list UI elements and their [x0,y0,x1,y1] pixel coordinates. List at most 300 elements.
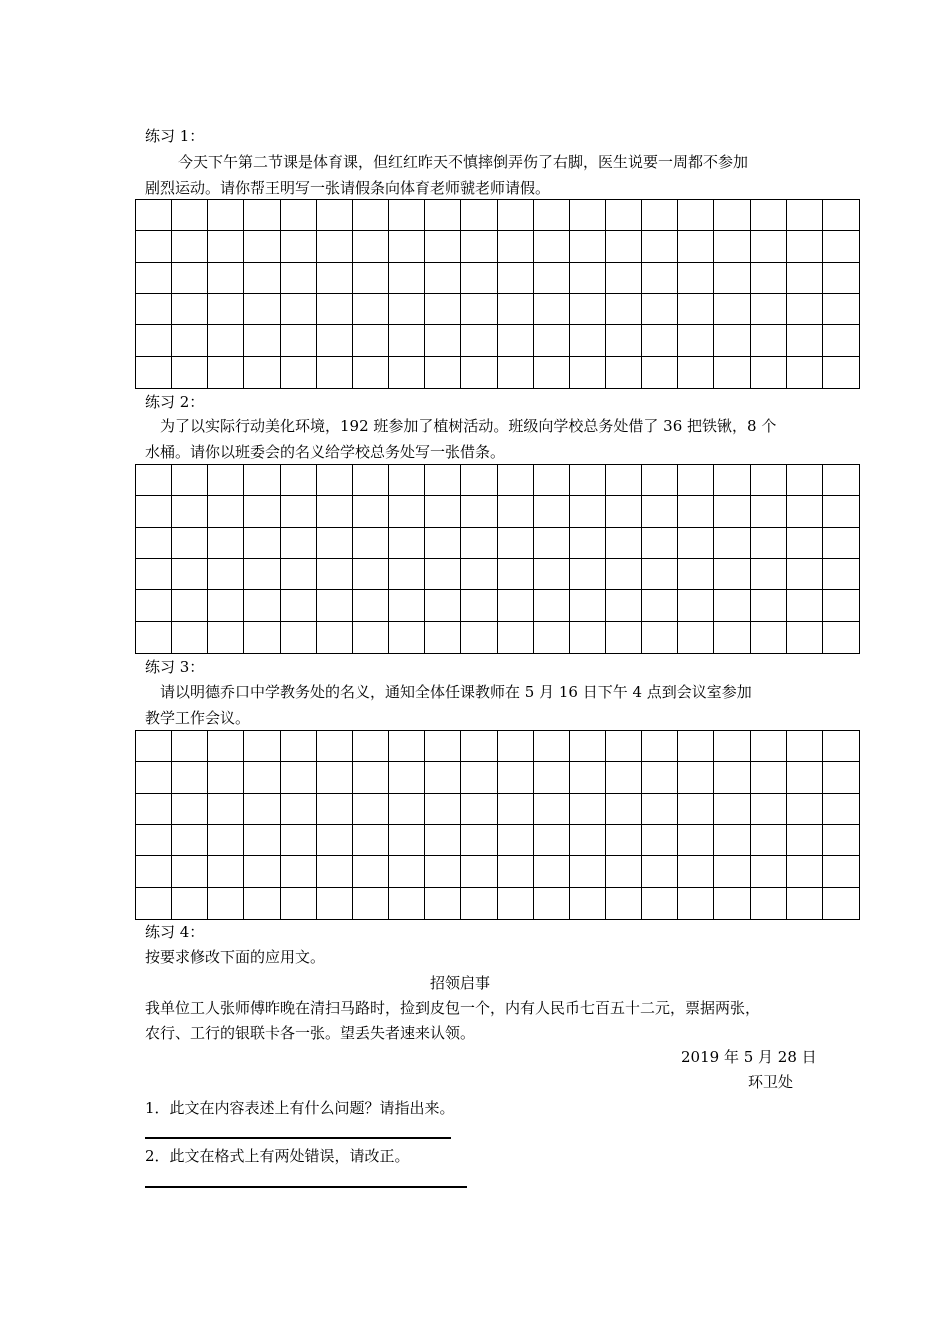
grid-cell[interactable] [244,231,280,262]
grid-cell[interactable] [461,794,497,825]
grid-cell[interactable] [389,559,425,590]
grid-cell[interactable] [714,294,750,325]
grid-cell[interactable] [787,528,823,559]
grid-cell[interactable] [787,357,823,388]
grid-cell[interactable] [570,794,606,825]
grid-cell[interactable] [823,325,859,356]
grid-cell[interactable] [751,794,787,825]
grid-cell[interactable] [678,200,714,231]
grid-cell[interactable] [534,200,570,231]
grid-cell[interactable] [172,762,208,793]
grid-cell[interactable] [642,200,678,231]
grid-cell[interactable] [787,856,823,887]
grid-cell[interactable] [244,325,280,356]
grid-cell[interactable] [389,263,425,294]
grid-cell[interactable] [172,357,208,388]
grid-cell[interactable] [425,496,461,527]
grid-cell[interactable] [244,263,280,294]
grid-cell[interactable] [281,622,317,653]
grid-cell[interactable] [353,825,389,856]
grid-cell[interactable] [353,794,389,825]
grid-cell[interactable] [425,888,461,919]
grid-cell[interactable] [606,325,642,356]
grid-cell[interactable] [208,231,244,262]
grid-cell[interactable] [425,559,461,590]
grid-cell[interactable] [244,762,280,793]
grid-cell[interactable] [678,559,714,590]
grid-cell[interactable] [317,731,353,762]
grid-cell[interactable] [714,794,750,825]
grid-cell[interactable] [353,762,389,793]
exercise-3-writing-grid[interactable] [135,730,860,920]
grid-cell[interactable] [751,731,787,762]
grid-cell[interactable] [823,590,859,621]
grid-cell[interactable] [751,856,787,887]
grid-cell[interactable] [353,325,389,356]
grid-cell[interactable] [136,294,172,325]
grid-cell[interactable] [606,762,642,793]
grid-cell[interactable] [136,825,172,856]
grid-cell[interactable] [317,465,353,496]
grid-cell[interactable] [281,856,317,887]
grid-cell[interactable] [461,825,497,856]
grid-cell[interactable] [389,731,425,762]
grid-cell[interactable] [570,731,606,762]
grid-cell[interactable] [642,856,678,887]
grid-cell[interactable] [317,496,353,527]
grid-cell[interactable] [498,263,534,294]
grid-cell[interactable] [606,825,642,856]
grid-cell[interactable] [244,888,280,919]
grid-cell[interactable] [714,731,750,762]
grid-cell[interactable] [172,528,208,559]
grid-cell[interactable] [606,231,642,262]
grid-cell[interactable] [534,325,570,356]
grid-cell[interactable] [353,200,389,231]
grid-cell[interactable] [353,528,389,559]
grid-cell[interactable] [751,294,787,325]
grid-cell[interactable] [823,622,859,653]
grid-cell[interactable] [136,496,172,527]
grid-cell[interactable] [317,294,353,325]
grid-cell[interactable] [570,622,606,653]
grid-cell[interactable] [823,528,859,559]
grid-cell[interactable] [678,888,714,919]
grid-cell[interactable] [281,559,317,590]
grid-cell[interactable] [678,731,714,762]
grid-cell[interactable] [570,590,606,621]
grid-cell[interactable] [172,325,208,356]
grid-cell[interactable] [642,496,678,527]
grid-cell[interactable] [714,357,750,388]
grid-cell[interactable] [642,294,678,325]
grid-cell[interactable] [208,731,244,762]
grid-cell[interactable] [823,762,859,793]
grid-cell[interactable] [281,263,317,294]
grid-cell[interactable] [281,528,317,559]
grid-cell[interactable] [606,888,642,919]
grid-cell[interactable] [570,888,606,919]
grid-cell[interactable] [498,200,534,231]
exercise-2-writing-grid[interactable] [135,464,860,654]
grid-cell[interactable] [714,622,750,653]
grid-cell[interactable] [678,294,714,325]
grid-cell[interactable] [642,590,678,621]
grid-cell[interactable] [642,622,678,653]
grid-cell[interactable] [534,888,570,919]
grid-cell[interactable] [498,590,534,621]
grid-cell[interactable] [787,325,823,356]
grid-cell[interactable] [534,231,570,262]
grid-cell[interactable] [425,856,461,887]
grid-cell[interactable] [570,465,606,496]
grid-cell[interactable] [606,200,642,231]
grid-cell[interactable] [751,496,787,527]
grid-cell[interactable] [787,888,823,919]
grid-cell[interactable] [823,731,859,762]
grid-cell[interactable] [678,762,714,793]
grid-cell[interactable] [678,590,714,621]
grid-cell[interactable] [136,590,172,621]
grid-cell[interactable] [208,496,244,527]
grid-cell[interactable] [642,465,678,496]
grid-cell[interactable] [642,559,678,590]
grid-cell[interactable] [714,263,750,294]
answer-line-1[interactable] [145,1137,451,1139]
grid-cell[interactable] [751,888,787,919]
grid-cell[interactable] [208,325,244,356]
grid-cell[interactable] [425,528,461,559]
grid-cell[interactable] [714,762,750,793]
grid-cell[interactable] [714,325,750,356]
grid-cell[interactable] [823,825,859,856]
grid-cell[interactable] [317,559,353,590]
grid-cell[interactable] [787,231,823,262]
grid-cell[interactable] [678,528,714,559]
grid-cell[interactable] [570,496,606,527]
grid-cell[interactable] [642,762,678,793]
grid-cell[interactable] [244,465,280,496]
grid-cell[interactable] [570,856,606,887]
grid-cell[interactable] [498,528,534,559]
grid-cell[interactable] [389,528,425,559]
grid-cell[interactable] [642,263,678,294]
grid-cell[interactable] [570,528,606,559]
grid-cell[interactable] [208,825,244,856]
grid-cell[interactable] [172,856,208,887]
grid-cell[interactable] [823,559,859,590]
answer-line-2[interactable] [145,1186,467,1188]
grid-cell[interactable] [606,528,642,559]
grid-cell[interactable] [244,794,280,825]
grid-cell[interactable] [678,794,714,825]
grid-cell[interactable] [461,856,497,887]
grid-cell[interactable] [281,794,317,825]
grid-cell[interactable] [244,200,280,231]
grid-cell[interactable] [425,325,461,356]
grid-cell[interactable] [244,856,280,887]
grid-cell[interactable] [606,357,642,388]
grid-cell[interactable] [461,496,497,527]
grid-cell[interactable] [570,263,606,294]
grid-cell[interactable] [606,590,642,621]
grid-cell[interactable] [714,888,750,919]
grid-cell[interactable] [714,496,750,527]
grid-cell[interactable] [208,559,244,590]
grid-cell[interactable] [678,325,714,356]
grid-cell[interactable] [714,590,750,621]
grid-cell[interactable] [642,825,678,856]
grid-cell[interactable] [389,496,425,527]
grid-cell[interactable] [281,731,317,762]
grid-cell[interactable] [823,263,859,294]
grid-cell[interactable] [136,357,172,388]
grid-cell[interactable] [136,465,172,496]
grid-cell[interactable] [461,231,497,262]
grid-cell[interactable] [208,357,244,388]
grid-cell[interactable] [425,200,461,231]
grid-cell[interactable] [244,731,280,762]
grid-cell[interactable] [823,496,859,527]
grid-cell[interactable] [244,528,280,559]
grid-cell[interactable] [244,357,280,388]
grid-cell[interactable] [389,294,425,325]
grid-cell[interactable] [461,559,497,590]
grid-cell[interactable] [498,465,534,496]
grid-cell[interactable] [461,622,497,653]
grid-cell[interactable] [678,825,714,856]
grid-cell[interactable] [208,465,244,496]
grid-cell[interactable] [317,528,353,559]
grid-cell[interactable] [751,263,787,294]
grid-cell[interactable] [787,496,823,527]
grid-cell[interactable] [244,590,280,621]
grid-cell[interactable] [787,762,823,793]
grid-cell[interactable] [172,294,208,325]
grid-cell[interactable] [353,465,389,496]
grid-cell[interactable] [461,731,497,762]
grid-cell[interactable] [461,465,497,496]
grid-cell[interactable] [353,622,389,653]
grid-cell[interactable] [208,856,244,887]
grid-cell[interactable] [281,825,317,856]
grid-cell[interactable] [461,263,497,294]
grid-cell[interactable] [281,231,317,262]
grid-cell[interactable] [136,231,172,262]
grid-cell[interactable] [389,794,425,825]
grid-cell[interactable] [353,731,389,762]
grid-cell[interactable] [136,731,172,762]
grid-cell[interactable] [208,622,244,653]
grid-cell[interactable] [172,559,208,590]
grid-cell[interactable] [678,622,714,653]
grid-cell[interactable] [823,200,859,231]
grid-cell[interactable] [787,263,823,294]
grid-cell[interactable] [498,731,534,762]
grid-cell[interactable] [678,856,714,887]
grid-cell[interactable] [353,856,389,887]
grid-cell[interactable] [570,231,606,262]
grid-cell[interactable] [425,794,461,825]
grid-cell[interactable] [317,888,353,919]
grid-cell[interactable] [751,825,787,856]
grid-cell[interactable] [606,496,642,527]
grid-cell[interactable] [714,231,750,262]
grid-cell[interactable] [425,294,461,325]
grid-cell[interactable] [461,294,497,325]
grid-cell[interactable] [389,590,425,621]
grid-cell[interactable] [353,559,389,590]
grid-cell[interactable] [244,294,280,325]
grid-cell[interactable] [317,590,353,621]
grid-cell[interactable] [823,231,859,262]
grid-cell[interactable] [208,263,244,294]
grid-cell[interactable] [534,731,570,762]
grid-cell[interactable] [172,622,208,653]
grid-cell[interactable] [353,888,389,919]
grid-cell[interactable] [570,559,606,590]
grid-cell[interactable] [751,559,787,590]
grid-cell[interactable] [534,794,570,825]
grid-cell[interactable] [714,200,750,231]
grid-cell[interactable] [172,496,208,527]
grid-cell[interactable] [136,888,172,919]
grid-cell[interactable] [353,357,389,388]
grid-cell[interactable] [461,325,497,356]
grid-cell[interactable] [136,794,172,825]
grid-cell[interactable] [534,762,570,793]
grid-cell[interactable] [787,622,823,653]
grid-cell[interactable] [534,465,570,496]
grid-cell[interactable] [461,590,497,621]
grid-cell[interactable] [823,294,859,325]
grid-cell[interactable] [172,263,208,294]
grid-cell[interactable] [606,294,642,325]
grid-cell[interactable] [751,231,787,262]
grid-cell[interactable] [498,294,534,325]
grid-cell[interactable] [425,590,461,621]
grid-cell[interactable] [678,496,714,527]
grid-cell[interactable] [172,231,208,262]
grid-cell[interactable] [425,731,461,762]
grid-cell[interactable] [461,357,497,388]
grid-cell[interactable] [534,590,570,621]
grid-cell[interactable] [389,465,425,496]
grid-cell[interactable] [389,231,425,262]
grid-cell[interactable] [136,325,172,356]
grid-cell[interactable] [425,465,461,496]
grid-cell[interactable] [244,622,280,653]
grid-cell[interactable] [570,200,606,231]
grid-cell[interactable] [823,794,859,825]
grid-cell[interactable] [281,590,317,621]
grid-cell[interactable] [642,794,678,825]
grid-cell[interactable] [461,888,497,919]
grid-cell[interactable] [498,825,534,856]
grid-cell[interactable] [317,200,353,231]
grid-cell[interactable] [570,357,606,388]
grid-cell[interactable] [570,825,606,856]
grid-cell[interactable] [281,762,317,793]
grid-cell[interactable] [751,200,787,231]
grid-cell[interactable] [642,731,678,762]
grid-cell[interactable] [353,231,389,262]
grid-cell[interactable] [714,559,750,590]
grid-cell[interactable] [498,559,534,590]
grid-cell[interactable] [642,357,678,388]
grid-cell[interactable] [389,762,425,793]
grid-cell[interactable] [208,294,244,325]
grid-cell[interactable] [534,528,570,559]
grid-cell[interactable] [534,856,570,887]
grid-cell[interactable] [606,856,642,887]
grid-cell[interactable] [172,888,208,919]
grid-cell[interactable] [389,888,425,919]
grid-cell[interactable] [353,496,389,527]
grid-cell[interactable] [534,294,570,325]
grid-cell[interactable] [244,825,280,856]
grid-cell[interactable] [570,294,606,325]
grid-cell[interactable] [787,590,823,621]
grid-cell[interactable] [606,731,642,762]
grid-cell[interactable] [281,294,317,325]
grid-cell[interactable] [787,465,823,496]
grid-cell[interactable] [244,496,280,527]
grid-cell[interactable] [606,622,642,653]
grid-cell[interactable] [787,825,823,856]
grid-cell[interactable] [642,231,678,262]
grid-cell[interactable] [208,528,244,559]
grid-cell[interactable] [714,465,750,496]
grid-cell[interactable] [281,465,317,496]
grid-cell[interactable] [281,888,317,919]
grid-cell[interactable] [136,622,172,653]
grid-cell[interactable] [353,294,389,325]
grid-cell[interactable] [787,794,823,825]
grid-cell[interactable] [787,294,823,325]
grid-cell[interactable] [353,590,389,621]
grid-cell[interactable] [751,325,787,356]
grid-cell[interactable] [787,559,823,590]
grid-cell[interactable] [498,231,534,262]
grid-cell[interactable] [136,762,172,793]
grid-cell[interactable] [172,465,208,496]
grid-cell[interactable] [534,559,570,590]
grid-cell[interactable] [172,200,208,231]
grid-cell[interactable] [425,231,461,262]
grid-cell[interactable] [136,200,172,231]
grid-cell[interactable] [678,465,714,496]
grid-cell[interactable] [136,528,172,559]
grid-cell[interactable] [606,263,642,294]
grid-cell[interactable] [751,528,787,559]
grid-cell[interactable] [317,825,353,856]
grid-cell[interactable] [498,762,534,793]
grid-cell[interactable] [678,263,714,294]
grid-cell[interactable] [461,528,497,559]
grid-cell[interactable] [534,357,570,388]
grid-cell[interactable] [606,794,642,825]
grid-cell[interactable] [534,622,570,653]
grid-cell[interactable] [389,325,425,356]
grid-cell[interactable] [425,825,461,856]
grid-cell[interactable] [317,856,353,887]
grid-cell[interactable] [172,825,208,856]
grid-cell[interactable] [678,357,714,388]
grid-cell[interactable] [461,200,497,231]
grid-cell[interactable] [425,263,461,294]
grid-cell[interactable] [281,357,317,388]
